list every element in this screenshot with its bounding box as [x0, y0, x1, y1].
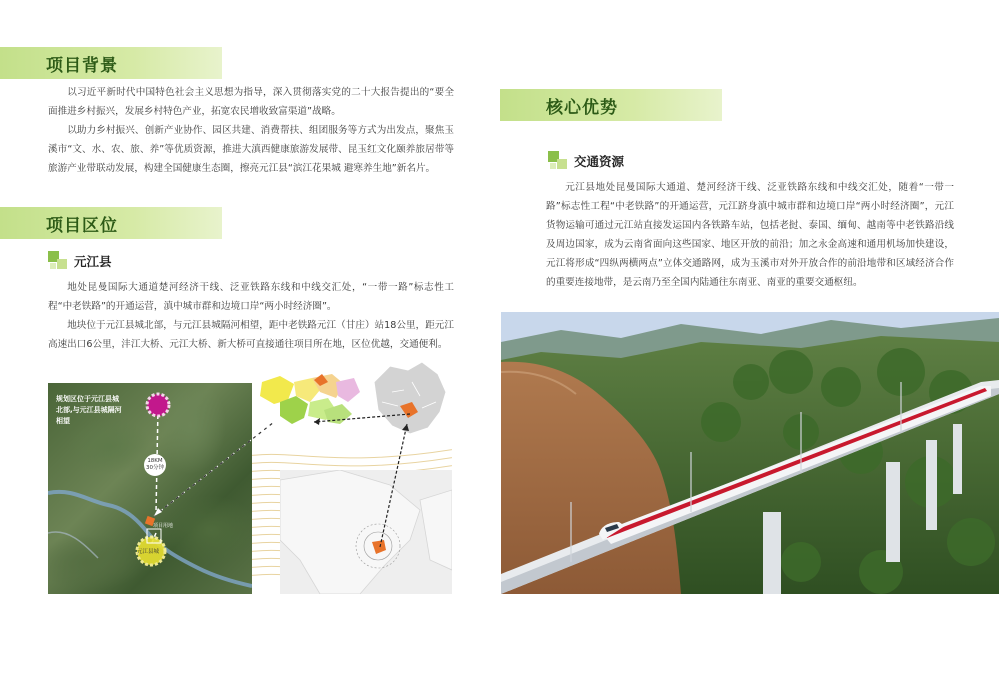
location-banner: [0, 207, 222, 239]
background-paragraph-2: 以助力乡村振兴、创新产业协作、园区共建、消费帮扶、组团服务等方式为出发点，聚焦玉溪市“文、水、农、旅、养”等优质资源，推进大滇西健康旅游发展带、昆玉红文化颐养旅居带等旅游产业带联动发展，构建全国健康生态圈，擦亮元江县“滨江花果城 避寒养生地”新名片。: [48, 125, 454, 174]
distance-time: 30分钟: [146, 465, 164, 471]
site-label: 项目用地: [153, 523, 174, 529]
location-title: 项目区位: [46, 215, 118, 236]
map-caption-line: 相望: [56, 417, 70, 425]
location-text: [48, 278, 454, 354]
distance-km: 18KM: [147, 458, 163, 464]
background-banner: [0, 47, 222, 79]
map-caption: [56, 394, 122, 427]
background-text: [48, 83, 454, 178]
advantages-paragraph-1: 元江县地处昆曼国际大通道、楚河经济干线、泛亚铁路东线和中线交汇处，随着“一带一路”标志性工程“中老铁路”的开通运营，元江跻身滇中城市群和边境口岸“两小时经济圈”，元江货物运输可通过元江站直接发运国内各铁路车站，包括老挝、泰国、缅甸、越南等中老铁路沿线及周边国家，成为云南省面向这些国家、地区开放的前沿；加之永金高速和通用机场加快建设，元江将形成“四纵两横两点”立体交通路网，成为玉溪市对外开放合作的前沿地带和区域经济合作的重要连接地带，是云南乃至全国内陆通往东南亚、南亚的重要交通枢纽。: [546, 182, 954, 288]
train-bridge-photo: [501, 312, 999, 594]
map-caption-line: 北部,与元江县城隔河: [56, 406, 122, 414]
regional-map: [252, 352, 452, 594]
advantages-banner: [500, 89, 722, 121]
location-paragraph-1: 地处昆曼国际大通道楚河经济干线、泛亚铁路东线和中线交汇处，“一带一路”标志性工程“中老铁路”的开通运营，滇中城市群和边境口岸“两小时经济圈”。: [48, 282, 454, 312]
photo-illustration: [501, 312, 999, 594]
site-arrow: [150, 420, 280, 520]
location-subheading: [48, 251, 112, 271]
location-subtitle: 元江县: [74, 254, 112, 269]
background-paragraph-1: 以习近平新时代中国特色社会主义思想为指导，深入贯彻落实党的二十大报告提出的“要全面推进乡村振兴，发展乡村特色产业，拓宽农民增收致富渠道”战略。: [48, 87, 454, 117]
advantages-title: 核心优势: [546, 97, 618, 118]
green-squares-icon: [48, 251, 70, 271]
green-squares-icon: [548, 151, 570, 171]
advantages-subheading: [548, 151, 624, 171]
location-paragraph-2: 地块位于元江县城北部，与元江县城隔河相望，距中老铁路元江（甘庄）站18公里，距元江高速出口6公里，沣江大桥、元江大桥、新大桥可直接通往项目所在地，区位优越，交通便利。: [48, 320, 454, 350]
map-caption-line: 规划区位于元江县城: [56, 395, 119, 403]
county-label: 元江县城: [137, 549, 160, 555]
connector-arrows: [252, 352, 452, 594]
advantages-text: [546, 178, 954, 292]
advantages-subtitle: 交通资源: [574, 154, 625, 169]
background-title: 项目背景: [46, 55, 118, 76]
